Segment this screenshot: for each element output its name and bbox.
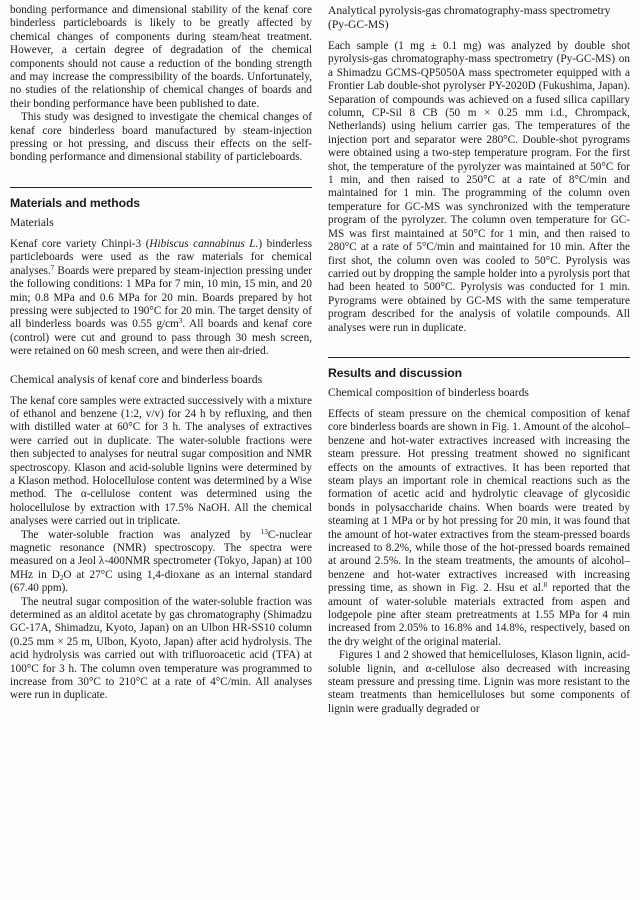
- right-column: [328, 4, 630, 900]
- species-name: Hibiscus cannabinus L.: [149, 237, 259, 250]
- subheading-chemical-composition: Chemical composition of binderless boards: [328, 385, 529, 399]
- chemical-analysis-paragraph-2: The water-soluble fraction was analyzed by $^{13}$C-nuclear magnetic resonance (NMR) spectroscopy. The spectra were measured on a Jeol λ-400NMR spectrometer (Tokyo, Japan) at 100 MHz in $D_2O$ at 27°C using 1,4-dioxane as an internal standard (67.40 ppm).: [10, 527, 313, 595]
- subheading-py-gc-ms: Analytical pyrolysis-gas chromatography-mass spectrometry (Py-GC-MS): [328, 4, 611, 31]
- reference-7: 7: [50, 263, 55, 272]
- section-rule: [328, 357, 630, 358]
- section-heading-materials-methods: Materials and methods: [10, 195, 140, 210]
- intro-paragraph-2: This study was designed to investigate the chemical changes of kenaf core binderless board manufactured by steam-injection pressing or hot pressing, and discuss their effects on the self-bonding performance and dimensional stability of particleboards.: [10, 111, 312, 164]
- chemical-analysis-paragraph-1: The kenaf core samples were extracted successively with a mixture of ethanol and benzene (1:2, v/v) for 24 h by refluxing, and then with distilled water at 60°C for 3 h. The analyses of extractives were carried out in duplicate. The water-soluble fractions were then subjected to analyses for neutral sugar composition and NMR spectroscopy. Klason and acid-soluble lignins were determined by a Klason method. Holocellulose content was determined by a Wise method. The α-cellulose content was determined using the holocellulose by extraction with 17.5% NaOH. All the chemical analyses were carried out in triplicate.: [10, 394, 312, 528]
- section-rule: [10, 187, 312, 188]
- left-column: [10, 4, 312, 900]
- results-paragraph-2: Figures 1 and 2 showed that hemicelluloses, Klason lignin, acid-soluble lignin, and α-cellulose also decreased with increasing steam pressure and pressing time. Lignin was more resistant to the steam treatments than hemicelluloses but some components of lignin were gradually degraded or: [328, 649, 630, 715]
- results-paragraph-1: Effects of steam pressure on the chemical composition of kenaf core binderless boards are shown in Fig. 1. Amount of the alcohol–benzene and hot-water extractives increased with increasing the steam pressure. Hot pressing treatment showed no significant effects on the amounts of extractives. It has been reported that steam plays an important role in chemical reactions such as the formation of acetic acid and hydrolytic cleavage of glycosidic bonds in polysaccharide chains. When boards were treated by steaming at 1 MPa or by hot pressing for 20 min, it was found that the amount of hot-water extractives from the steam-pressed boards increased to 8.2%, while those of the hot-pressed boards remained at around 2.5%. In the steam treatments, the amounts of alcohol–benzene and hot-water extractives increased with increasing pressing time, as shown in Fig. 2. Hsu et al.$^8$ reported that the amount of water-soluble materials extracted from aspen and lodgepole pine after steam pretreatments at 1.55 MPa for 4 min increased from 2.05% to 16.8% and 14.8%, respectively, based on the dry weight of the original material.: [328, 407, 630, 648]
- section-heading-results: Results and discussion: [328, 365, 462, 380]
- materials-paragraph: Kenaf core variety Chinpi-3 (Hibiscus cannabinus L.) binderless particleboards were used as the raw materials for chemical analyses.$^7$ Boards were prepared by steam-injection pressing under the following conditions: 1 MPa for 7 min, 10 min, 15 min, and 20 min; 0.8 MPa and 0.6 MPa for 20 min. Boards prepared by hot pressing were subjected to 190°C for 20 min. The target density of all binderless boards was 0.55 $g/cm^3$. All boards and kenaf core (control) were cut and ground to pass through 30 mesh screen, were retained on 60 mesh screen, and were then air-dried.: [10, 237, 312, 358]
- subheading-chemical-analysis: Chemical analysis of kenaf core and binderless boards: [10, 372, 263, 386]
- intro-paragraph-1: bonding performance and dimensional stability of the kenaf core binderless particleboards is likely to be greatly affected by chemical changes of components during steam/heat treatment. However, a certain degree of degradation of the chemical components should not cause a reduction of the bonding strength and may increase the compressibility of the boards. Unfortunately, no studies of the relationship of chemical changes of boards and their bonding performance have been published to date.: [10, 4, 312, 110]
- reference-8: 8: [543, 581, 548, 590]
- chemical-analysis-paragraph-3: The neutral sugar composition of the water-soluble fraction was determined as an alditol acetate by gas chromatography (Shimadzu GC-17A, Shimadzu, Kyoto, Japan) on an Ulbon HR-SS10 column (0.25 mm × 25 m, Ulbon, Kyoto, Japan) after acid hydrolysis. The acid hydrolysis was carried out with trifluoroacetic acid (TFA) at 100°C for 3 h. The column oven temperature was programmed to increase from 30°C to 210°C at a rate of 4°C/min. All analyses were run in duplicate.: [10, 595, 312, 702]
- py-gc-ms-paragraph: Each sample (1 mg ± 0.1 mg) was analyzed by double shot pyrolysis-gas chromatography-mass spectrometry (Py-GC-MS) on a Shimadzu GCMS-QP5050A mass spectrometer equipped with a Frontier Lab double-shot pyrolyser PY-2020D (Fukushima, Japan). Separation of compounds was achieved on a fused silica capillary column, CP-Sil 8 CB (50 m × 0.25 mm i.d., Chrompack, Netherlands) using helium carrier gas. The temperatures of the injection port and separator were 280°C. Double-shot pyrograms were obtained using a two-step temperature program. For the first shot, the temperature of the pyrolyzer was maintained at 50°C for 1 min, and then raised to 250°C at a rate of 8°C/min and maintained for 1 min. The programming of the column oven temperature for GC-MS was synchronized with the temperature program of the pyrolyzer. The column oven temperature for GC-MS was first maintained at 50°C for 1 min, and then raised to 280°C at a rate of 5°C/min and maintained for 10 min. After the first shot, the column oven was cooled to 50°C. Pyrolysis was carried out by dropping the sample holder into a pyrolysis port that had been heated to 500°C. Pyrolysis was conducted for 1 min. Pyrograms were obtained by GC-MS with the same temperature program described for the analysis of volatile compounds. All analyses were run in duplicate.: [328, 40, 630, 334]
- subheading-materials: Materials: [10, 215, 54, 229]
